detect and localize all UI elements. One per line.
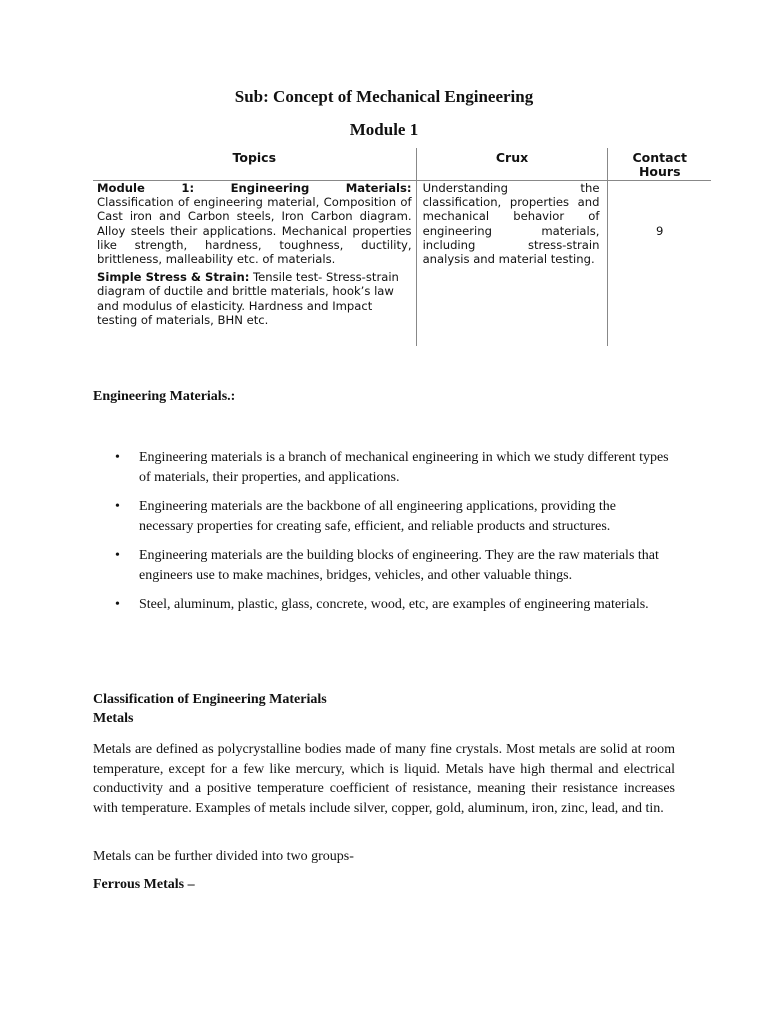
bullet-icon: • [115, 499, 120, 514]
contact-hours-cell: 9 [608, 181, 711, 347]
list-item [93, 448, 673, 487]
crux-cell: Understanding the classification, properties and mechanical behavior of engineering materials, including stress-strain analysis and material testing. [416, 181, 608, 347]
module-title: Module 1 [349, 120, 419, 139]
column-header-crux: Crux [416, 148, 608, 181]
syllabus-table [93, 148, 711, 346]
topic-heading: Simple Stress & Strain: [97, 270, 250, 285]
table-row [93, 181, 711, 347]
topic-text: Tensile test- Stress-strain diagram of ductile and brittle materials, hook’s law and modulus of elasticity. Hardness and Impact testing of materials, BHN etc. [97, 270, 399, 327]
table-header-row [93, 148, 711, 181]
ferrous-metals-heading: Ferrous Metals – [93, 877, 195, 892]
list-item-text: Engineering materials are the building blocks of engineering. They are the raw materials that engineers use to make machines, bridges, vehicles, and other valuable things. [139, 548, 659, 583]
topic-heading-word: Engineering [230, 181, 310, 195]
topic-heading-word: Materials: [345, 181, 412, 195]
topic-module-1 [97, 181, 412, 266]
metals-heading: Metals [93, 711, 134, 726]
topics-cell [93, 181, 416, 347]
document-title: Sub: Concept of Mechanical Engineering [234, 87, 534, 106]
list-item-text: Engineering materials is a branch of mechanical engineering in which we study different types of materials, their properties, and applications. [139, 450, 669, 485]
bullet-icon: • [115, 450, 120, 465]
topic-heading [97, 181, 412, 195]
topic-simple-stress-strain [97, 270, 412, 327]
metals-groups-line: Metals can be further divided into two groups- [93, 849, 354, 864]
metals-paragraph: Metals are defined as polycrystalline bodies made of many fine crystals. Most metals are solid at room temperature, except for a few like mercury, which is liquid. Metals have high thermal and electrical conductivity and a positive temperature coefficient of resistance, meaning their resistance increases with temperature. Examples of metals include silver, copper, gold, aluminum, iron, zinc, lead, and tin. [93, 742, 675, 816]
classification-heading: Classification of Engineering Materials [93, 692, 327, 707]
column-header-topics: Topics [93, 148, 416, 181]
list-item [93, 595, 673, 615]
topic-text: Classification of engineering material, Composition of Cast iron and Carbon steels, Iron Carbon diagram. Alloy steels their applications. Mechanical properties like strength, hardness, toughness, ductility, brittleness, malleability etc. of materials. [97, 195, 412, 267]
engineering-materials-list [93, 448, 673, 625]
list-item [93, 546, 673, 585]
bullet-icon: • [115, 548, 120, 563]
topic-heading-word: Module [97, 181, 145, 195]
list-item [93, 497, 673, 536]
column-header-contact-hours: Contact Hours [608, 148, 711, 181]
list-item-text: Steel, aluminum, plastic, glass, concrete, wood, etc, are examples of engineering materials. [139, 597, 649, 612]
bullet-icon: • [115, 597, 120, 612]
engineering-materials-heading: Engineering Materials.: [93, 389, 236, 404]
topic-heading-word: 1: [181, 181, 195, 195]
list-item-text: Engineering materials are the backbone of all engineering applications, providing the necessary properties for creating safe, efficient, and reliable products and structures. [139, 499, 616, 534]
